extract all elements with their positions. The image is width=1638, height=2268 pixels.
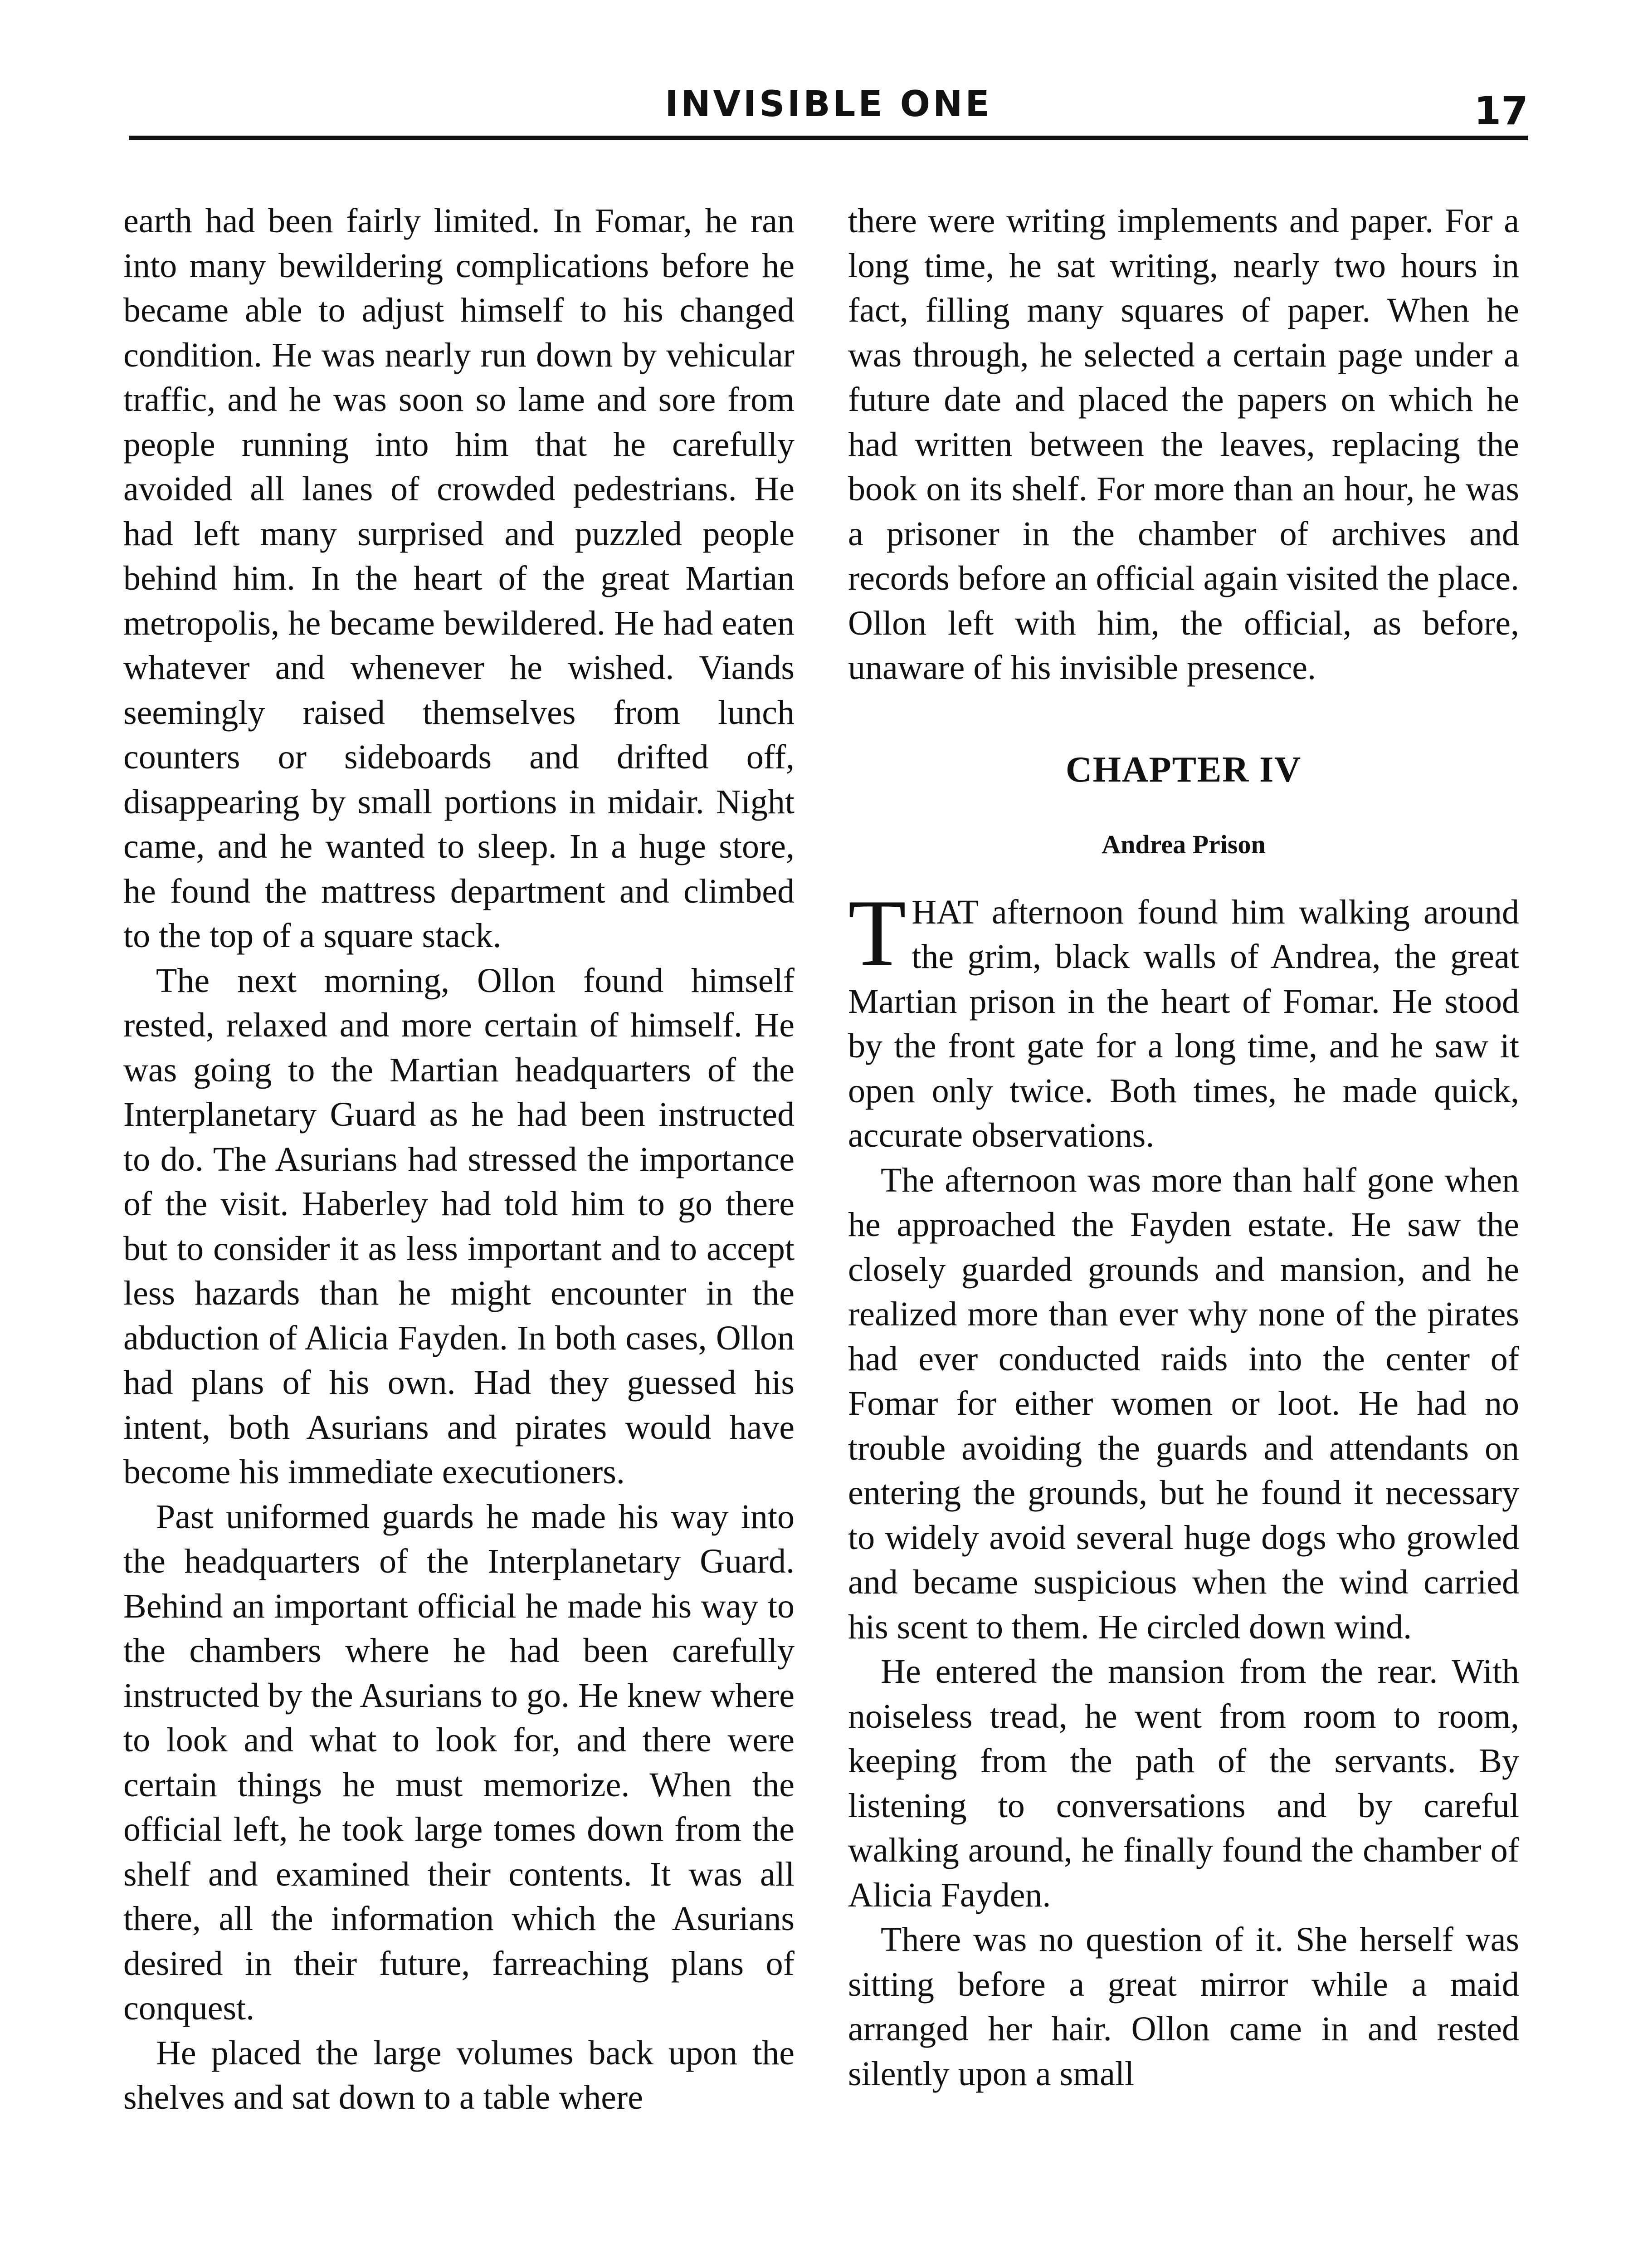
paragraph: The afternoon was more than half gone when he approached the Fayden estate. He saw the closely guarded grounds and mansion, and he realized more than ever why none of the pirates had ever conducted raids into the center of Fomar for either women or loot. He had no trouble avoiding the guards and attendants on entering the grounds, but he found it necessary to widely avoid several huge dogs who growled and became suspicious when the wind carried his scent to them. He circled down wind. [848, 1161, 1519, 1646]
opening-text: HAT afternoon found him walking around the grim, black walls of Andrea, the great Martian prison in the heart of Fomar. He stood by the front gate for a long time, and he saw it open only twice. Both times, he made quick, accurate observations. [848, 893, 1519, 1154]
paragraph: Past uniformed guards he made his way into the headquarters of the Interplanetary Guard. Behind an important official he made his way to the chambers where he had been carefully instructed by the Asurians to go. He knew where to look and what to look for, and there were certain things he must memorize. When the official left, he took large tomes down from the shelf and examined their contents. It was all there, all the information which the Asurians desired in their future, farreaching plans of conquest. [123, 1497, 795, 2027]
chapter-subtitle: Andrea Prison [1102, 829, 1266, 859]
drop-cap: T [848, 880, 907, 986]
opening-paragraph [848, 880, 1519, 1158]
paragraph: There was no question of it. She herself was sitting before a great mirror while a maid arranged her hair. Ollon came in and rested silently upon a small [848, 1921, 1519, 2093]
page-number: 17 [1474, 88, 1528, 134]
paragraph: The next morning, Ollon found himself rested, relaxed and more certain of himself. He was going to the Martian headquarters of the Interplanetary Guard as he had been instructed to do. The Asurians had stressed the importance of the visit. Haberley had told him to go there but to consider it as less important and to accept less hazards than he might encounter in the abduction of Alicia Fayden. In both cases, Ollon had plans of his own. Had they guessed his intent, both Asurians and pirates would have become his immediate executioners. [123, 961, 795, 1491]
paragraph: there were writing implements and paper. For a long time, he sat writing, nearly two hours in fact, filling many squares of paper. When he was through, he selected a certain page under a future date and placed the papers on which he had written between the leaves, replacing the book on its shelf. For more than an hour, he was a prisoner in the chamber of archives and records before an official again visited the place. Ollon left with him, the official, as before, unaware of his invisible presence. [848, 202, 1519, 687]
running-title: INVISIBLE ONE [665, 84, 992, 125]
paragraph: earth had been fairly limited. In Fomar, he ran into many bewildering complications before he became able to adjust himself to his changed condition. He was nearly run down by vehicular traffic, and he was soon so lame and sore from people running into him that he carefully avoided all lanes of crowded pedestrians. He had left many surprised and puzzled people behind him. In the heart of the great Martian metropolis, he became bewildered. He had eaten whatever and whenever he wished. Viands seemingly raised themselves from lunch counters or sideboards and drifted off, disappearing by small portions in midair. Night came, and he wanted to sleep. In a huge store, he found the mattress department and climbed to the top of a square stack. [123, 202, 795, 955]
paragraph: He entered the mansion from the rear. With noiseless tread, he went from room to room, keeping from the path of the servants. By listening to conversations and by careful walking around, he finally found the chamber of Alicia Fayden. [848, 1652, 1519, 1914]
right-column [848, 199, 1519, 2096]
running-header [129, 79, 1528, 156]
left-column [123, 199, 795, 2120]
chapter-heading: CHAPTER IV [1065, 749, 1302, 790]
header-rule [129, 136, 1528, 140]
paragraph: He placed the large volumes back upon the shelves and sat down to a table where [123, 2033, 795, 2116]
